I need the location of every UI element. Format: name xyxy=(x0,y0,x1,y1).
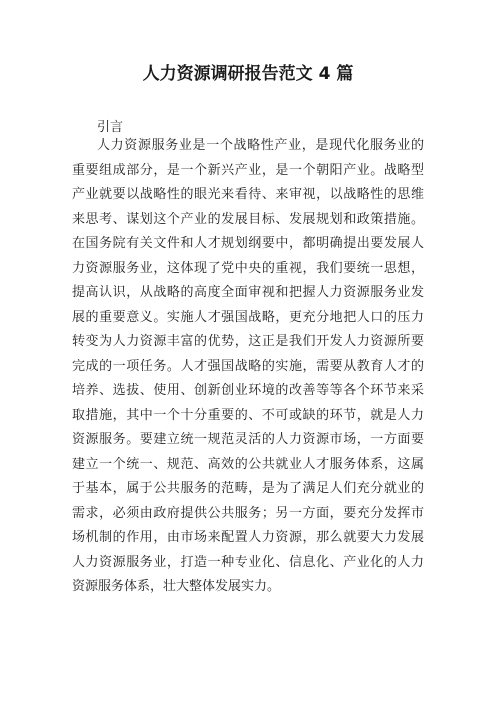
paragraph-line: 建立一个统一、规范、高效的公共就业人才服务体系，这属 xyxy=(72,456,424,472)
paragraph-line: 人力资源服务业是一个战略性产业，是现代化服务业的 xyxy=(97,138,424,153)
paragraph-line: 需求，必须由政府提供公共服务；另一方面，要充分发挥市 xyxy=(72,505,424,521)
paragraph-line: 于基本，属于公共服务的范畴，是为了满足人们充分就业的 xyxy=(72,481,424,496)
paragraph-line: 来思考、谋划这个产业的发展目标、发展规划和政策措施。 xyxy=(72,211,424,227)
paragraph-line: 场机制的作用，由市场来配置人力资源，那么就要大力发展 xyxy=(72,530,424,545)
paragraph-line: 产业就要以战略性的眼光来看待、来审视，以战略性的思维 xyxy=(72,187,424,202)
body-paragraph xyxy=(72,134,424,600)
paragraph-line: 转变为人力资源丰富的优势，这正是我们开发人力资源所要 xyxy=(72,334,424,349)
paragraph-line: 力资源服务业，这体现了党中央的重视，我们要统一思想， xyxy=(72,260,424,276)
paragraph-line: 提高认识，从战略的高度全面审视和把握人力资源服务业发 xyxy=(72,285,424,300)
paragraph-line: 资源服务。要建立统一规范灵活的人力资源市场，一方面要 xyxy=(72,432,424,447)
paragraph-line: 在国务院有关文件和人才规划纲要中，都明确提出要发展人 xyxy=(72,236,424,251)
paragraph-line: 完成的一项任务。人才强国战略的实施，需要从教育人才的 xyxy=(72,358,424,374)
paragraph-line: 取措施，其中一个十分重要的、不可或缺的环节，就是人力 xyxy=(72,407,424,423)
paragraph-line: 展的重要意义。实施人才强国战略，更充分地把人口的压力 xyxy=(72,309,424,325)
document-title: 人力资源调研报告范文 4 篇 xyxy=(142,64,354,84)
paragraph-line: 重要组成部分，是一个新兴产业，是一个朝阳产业。战略型 xyxy=(72,162,424,178)
paragraph-line: 资源服务体系，壮大整体发展实力。 xyxy=(72,579,281,594)
paragraph-line: 人力资源服务业，打造一种专业化、信息化、产业化的人力 xyxy=(72,554,424,570)
section-heading: 引言 xyxy=(97,120,124,135)
paragraph-line: 培养、选拔、使用、创新创业环境的改善等等各个环节来采 xyxy=(72,383,424,398)
